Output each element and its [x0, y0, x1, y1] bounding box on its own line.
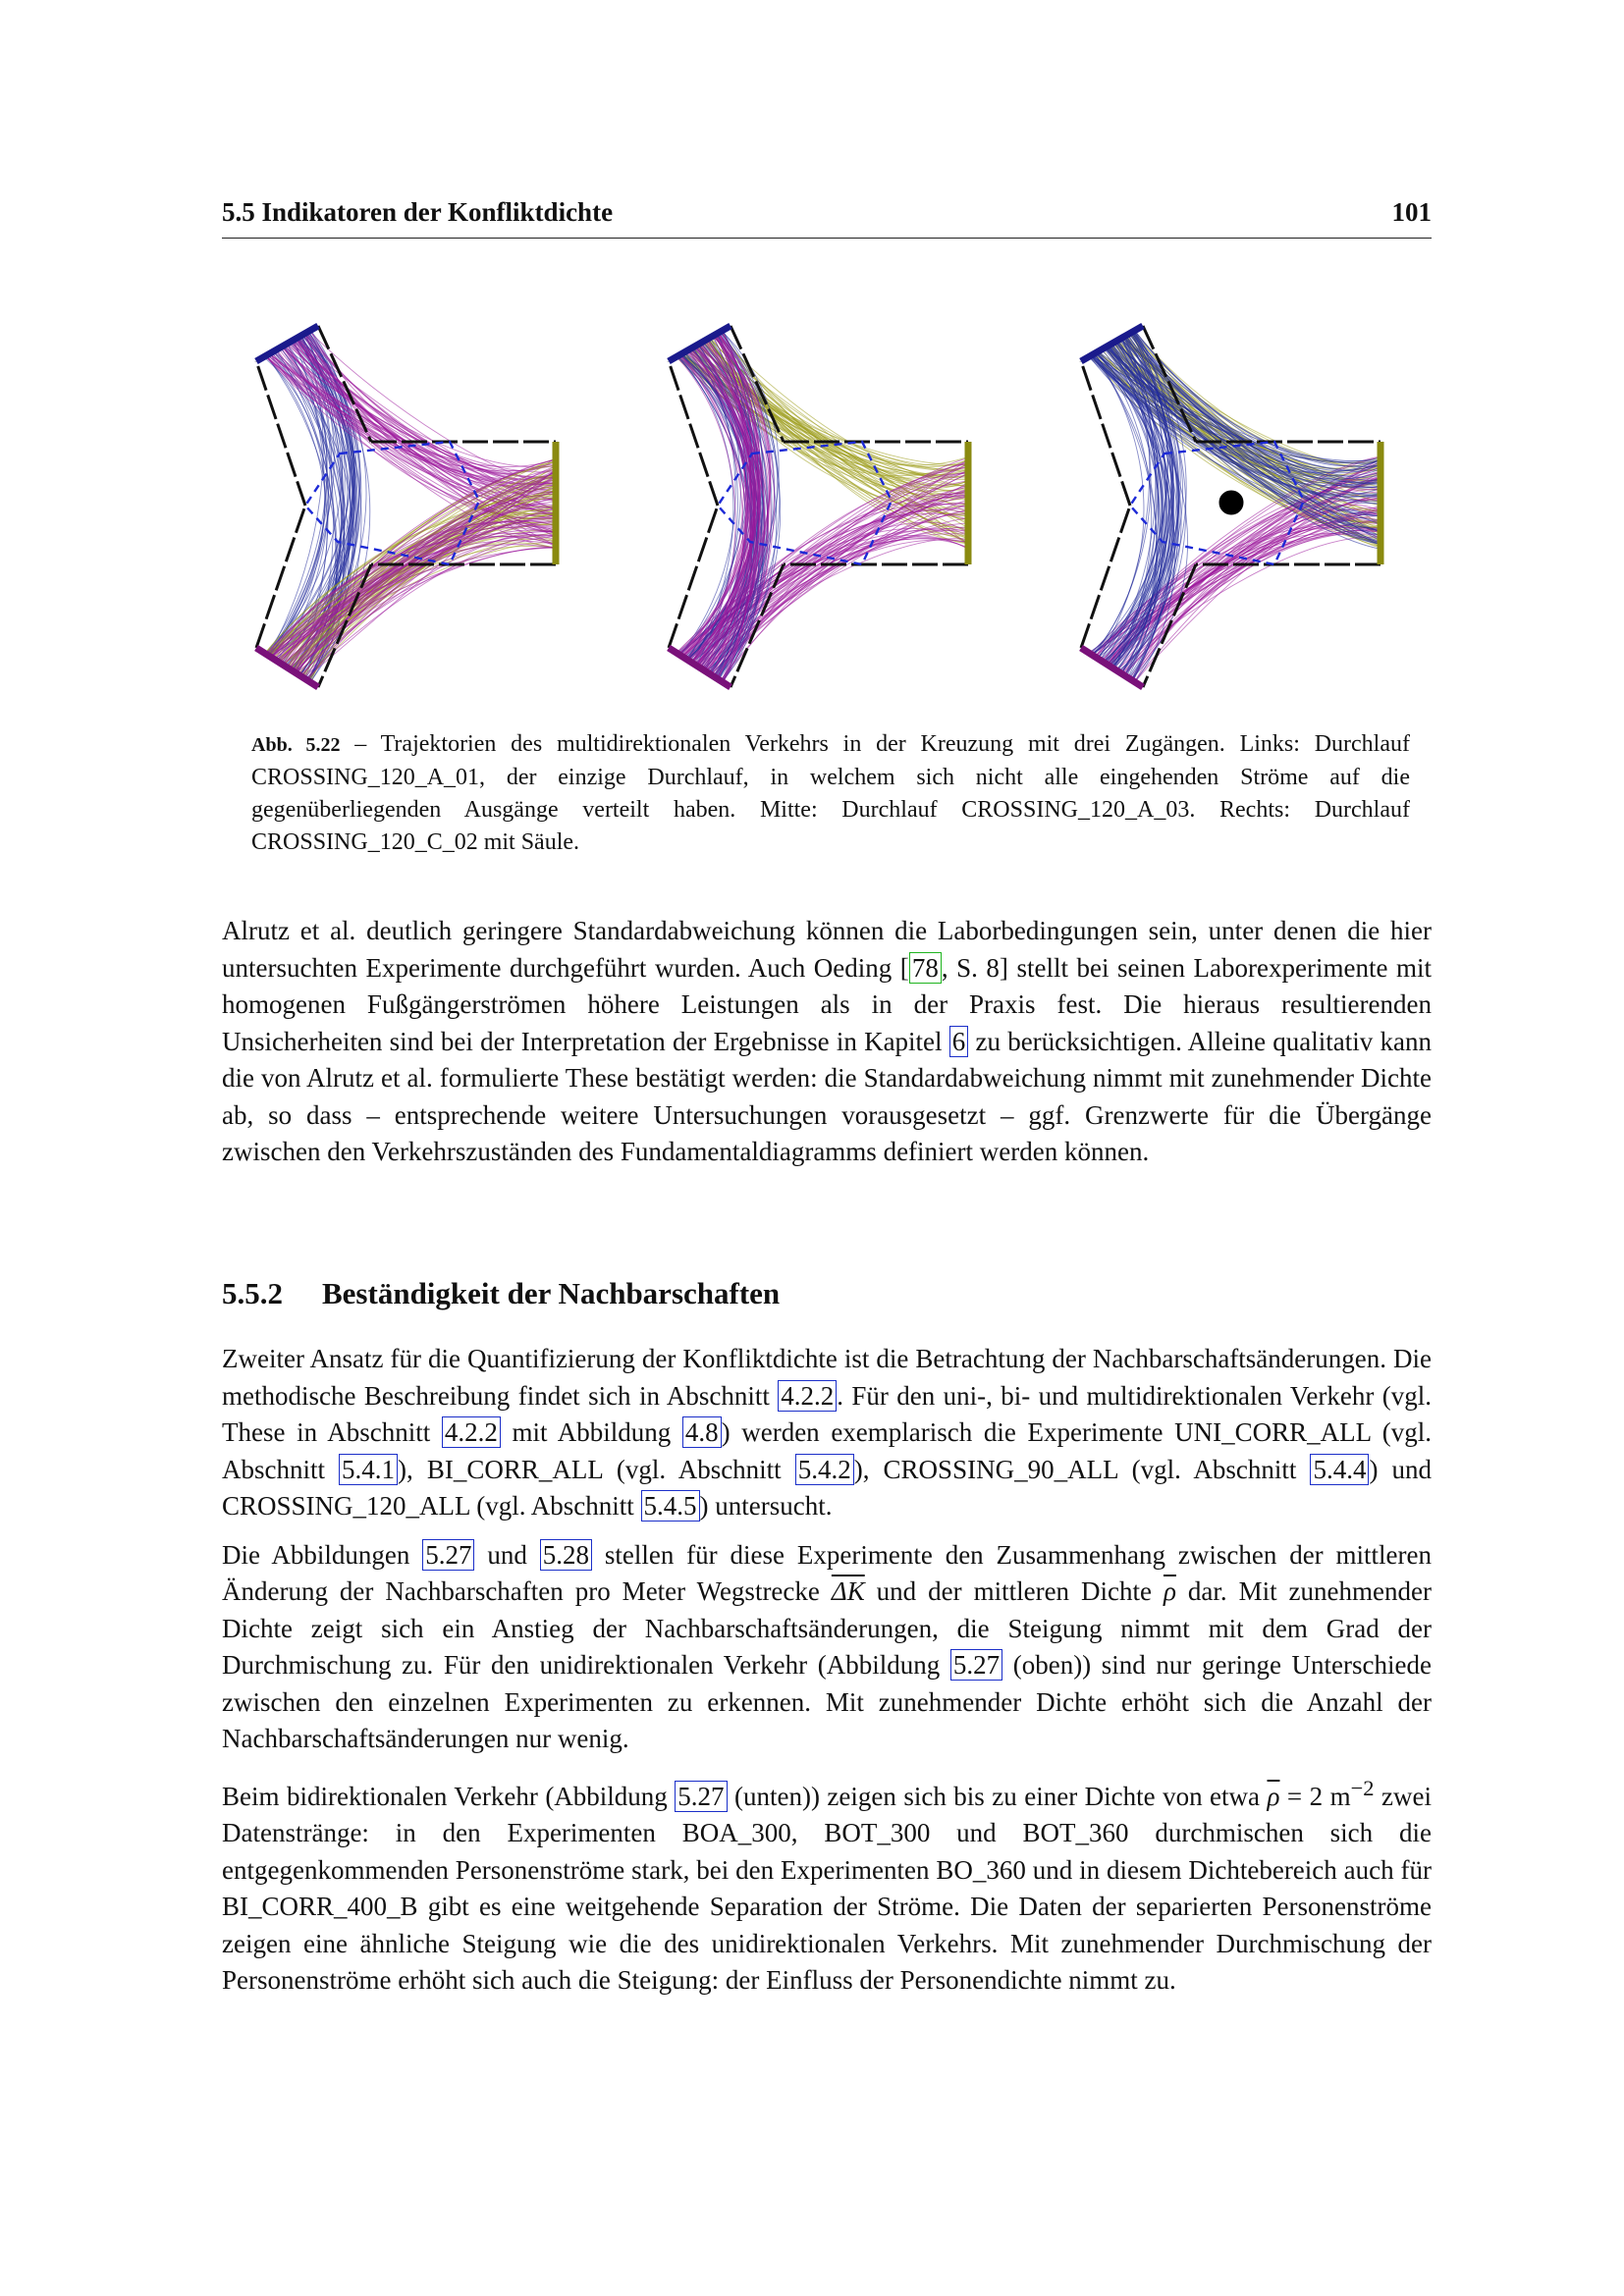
crossing-panel-2	[669, 326, 968, 687]
paragraph-3-text-1: Die Abbildungen	[222, 1539, 423, 1570]
paragraph-3-text-3: stellen für diese Experimente den Zusammenhang zwischen der mittleren Änderung der Nachbarschaften pro Meter Wegstrecke	[222, 1539, 1433, 1606]
page-number: 101	[1391, 197, 1432, 227]
paragraph-2-text-8: ) untersucht.	[699, 1491, 833, 1521]
paragraph-4-text-2: (unten)) zeigen sich bis zu einer Dichte von etwa	[727, 1781, 1268, 1811]
paragraph-1-text-2: , S. 8] stellt bei seinen Laborexperimente mit homogenen Fußgängerströmen höhere Leistungen als in der Praxis fest. Die hieraus resultierenden Unsicherheiten sind bei der Interpretation der Ergebnisse in Kapitel	[222, 952, 1433, 1056]
section-heading	[222, 1276, 780, 1311]
figure-caption	[251, 728, 1410, 859]
text-block-top	[222, 913, 1432, 1183]
crossing-panel-3	[1081, 326, 1380, 687]
pillar-marker	[1218, 489, 1245, 516]
paragraph-2-text-5: ), BI_CORR_ALL (vgl. Abschnitt	[398, 1454, 795, 1484]
rho-symbol-2: $\overline{\rho}$	[1267, 1781, 1280, 1811]
trajectory-figure	[222, 285, 1432, 717]
figure-5-28-link[interactable]: 5.28	[540, 1539, 592, 1571]
paragraph-3-text-4: und der mittleren Dichte	[864, 1576, 1164, 1606]
text-block-bottom	[222, 1341, 1432, 2011]
paragraph-2-text-1: Zweiter Ansatz für die Quantifizierung der Konfliktdichte ist die Betrachtung der Nachbarschaftsänderungen. Die methodische Beschreibung findet sich in Abschnitt	[222, 1344, 1432, 1411]
section-title: Beständigkeit der Nachbarschaften	[322, 1276, 781, 1310]
paragraph-3	[222, 1537, 1432, 1758]
rho-symbol: $\overline{\rho}$	[1163, 1576, 1176, 1606]
paragraph-2-text-3: mit Abbildung	[500, 1417, 682, 1447]
running-head-title: 5.5 Indikatoren der Konfliktdichte	[222, 197, 614, 227]
paragraph-4-text-1: Beim bidirektionalen Verkehr (Abbildung	[222, 1781, 676, 1811]
section-number: 5.5.2	[222, 1276, 283, 1310]
citation-78-link[interactable]: 78	[909, 952, 942, 984]
figure-5-27-link-2[interactable]: 5.27	[950, 1649, 1002, 1681]
paragraph-2-text-4: ) werden exemplarisch die Experimente UNI_CORR_ALL (vgl. Abschnitt	[222, 1417, 1432, 1484]
paragraph-2	[222, 1341, 1432, 1525]
running-head	[222, 194, 1432, 239]
crossing-panel-1	[256, 326, 556, 687]
figure-5-27-link-3[interactable]: 5.27	[675, 1781, 727, 1812]
trajectory-lines	[677, 331, 968, 683]
figure-5-27-link[interactable]: 5.27	[422, 1539, 474, 1571]
paragraph-3-text-2: und	[474, 1539, 540, 1570]
section-4-2-2-link-2[interactable]: 4.2.2	[442, 1416, 501, 1448]
section-5-4-2-link[interactable]: 5.4.2	[795, 1454, 854, 1485]
chapter-6-link[interactable]: 6	[949, 1026, 969, 1057]
paragraph-1-text-3: zu berücksichtigen. Alleine qualitativ kann die von Alrutz et al. formulierte These bestätigt werden: die Standardabweichung nimmt mit zunehmender Dichte ab, so dass – entsprechende weitere Untersuchungen vorausgesetzt – ggf. Grenzwerte für die Übergänge zwischen den Verkehrszuständen des Fundamentaldiagramms definiert werden können.	[222, 1026, 1432, 1166]
paragraph-4	[222, 1770, 1432, 2000]
paragraph-2-text-2: . Für den uni-, bi- und multidirektionalen Verkehr (vgl. These in Abschnitt	[222, 1380, 1432, 1447]
paragraph-1-text-1: Alrutz et al. deutlich geringere Standardabweichung können die Laborbedingungen sein, unter denen die hier untersuchten Experimente durchgeführt wurden. Auch Oeding [	[222, 916, 1432, 983]
paragraph-2-text-6: ), CROSSING_90_ALL (vgl. Abschnitt	[853, 1454, 1311, 1484]
paragraph-2-text-7: ) und CROSSING_120_ALL (vgl. Abschnitt	[222, 1454, 1432, 1521]
section-5-4-4-link[interactable]: 5.4.4	[1310, 1454, 1369, 1485]
paragraph-3-text-6: (oben)) sind nur geringe Unterschiede zwischen den einzelnen Experimenten zu erkennen. Mit zunehmender Dichte erhöht sich die Anzahl der Nachbarschaftsänderungen nur wenig.	[222, 1650, 1432, 1753]
section-4-2-2-link[interactable]: 4.2.2	[778, 1380, 837, 1412]
paragraph-4-text-4: zwei Datenstränge: in den Experimenten BOA_300, BOT_300 und BOT_360 durchmischen sich die entgegenkommenden Personenströme stark, bei den Experimenten BO_360 und in diesem Dichtebereich auch für BI_CORR_400_B gibt es eine weitgehende Separation der Ströme. Die Daten der separierten Personenströme zeigen eine ähnliche Steigung wie die des unidirektionalen Verkehrs. Mit zunehmender Durchmischung der Personenströme erhöht sich auch die Steigung: der Einfluss der Personendichte nimmt zu.	[222, 1781, 1432, 1995]
delta-k-symbol: $\overline{\Delta K}$	[831, 1576, 865, 1606]
caption-label: Abb. 5.22	[251, 734, 341, 756]
section-5-4-5-link[interactable]: 5.4.5	[641, 1490, 700, 1522]
paragraph-3-text-5: dar. Mit zunehmender Dichte zeigt sich ein Anstieg der Nachbarschaftsänderungen, die Steigung nimmt mit dem Grad der Durchmischung zu. Für den unidirektionalen Verkehr (Abbildung	[222, 1576, 1432, 1680]
figure-4-8-link[interactable]: 4.8	[682, 1416, 722, 1448]
section-5-4-1-link[interactable]: 5.4.1	[339, 1454, 398, 1485]
paragraph-4-text-3: = 2 m	[1279, 1781, 1351, 1811]
trajectory-figure-svg	[222, 285, 1432, 717]
paragraph-1	[222, 913, 1432, 1171]
trajectory-lines	[264, 330, 556, 682]
exponent: −2	[1350, 1775, 1375, 1800]
caption-text: – Trajektorien des multidirektionalen Verkehrs in der Kreuzung mit drei Zugängen. Links: Durchlauf CROSSING_120_A_01, der einzige Durchlauf, in welchem sich nicht alle eingehenden Ströme auf die gegenüberliegenden Ausgänge verteilt haben. Mitte: Durchlauf CROSSING_120_A_03. Rechts: Durchlauf CROSSING_120_C_02 mit Säule.	[251, 731, 1410, 855]
